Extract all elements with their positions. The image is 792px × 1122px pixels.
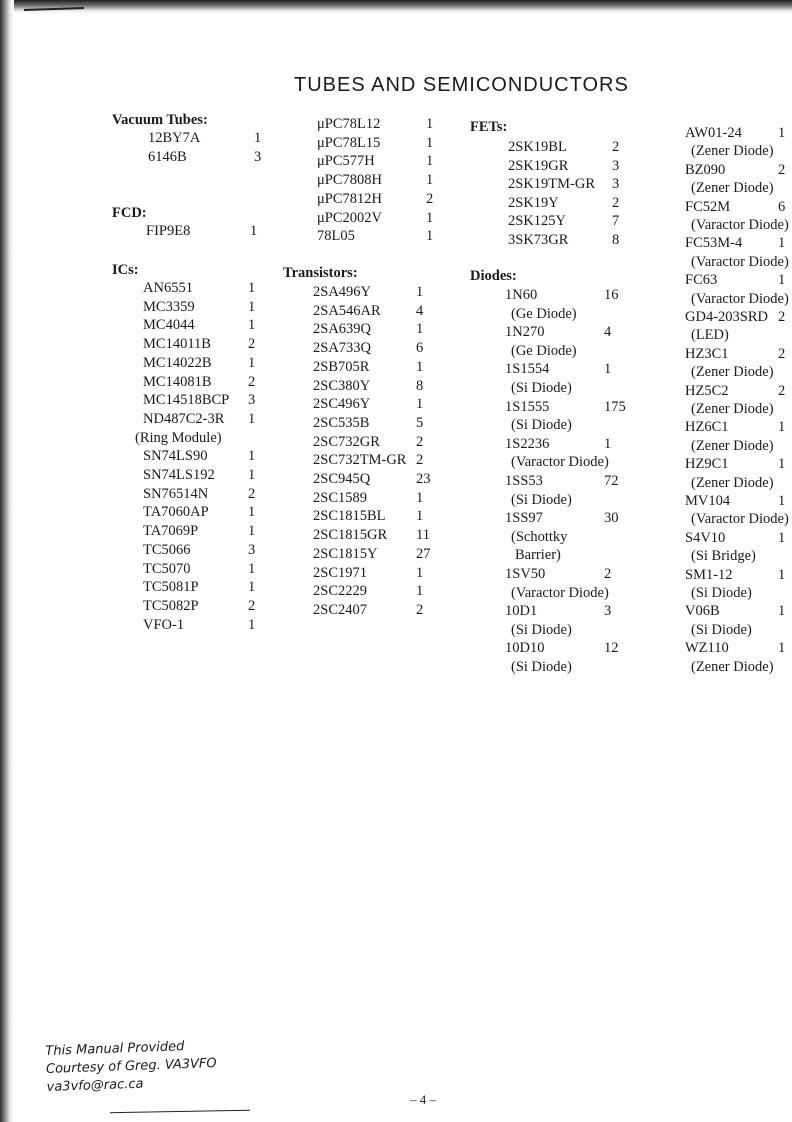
part-number: 1N60 bbox=[505, 287, 538, 303]
part-quantity: 16 bbox=[604, 287, 619, 303]
part-number: 12BY7A bbox=[148, 130, 201, 146]
part-number: FC63 bbox=[685, 272, 718, 289]
part-note: (Zener Diode) bbox=[691, 658, 774, 675]
part-number: MC4044 bbox=[143, 317, 195, 334]
part-number: AN6551 bbox=[143, 280, 193, 296]
part-note: (Varactor Diode) bbox=[691, 290, 789, 307]
part-note: Barrier) bbox=[515, 547, 561, 564]
part-number: μPC7808H bbox=[317, 172, 382, 189]
part-number: ND487C2-3R bbox=[143, 410, 225, 427]
part-number: 6146B bbox=[148, 148, 187, 165]
section-heading: Transistors: bbox=[283, 265, 358, 281]
part-quantity: 2 bbox=[248, 336, 256, 353]
part-quantity: 11 bbox=[416, 527, 430, 544]
part-quantity: 1 bbox=[248, 298, 256, 315]
courtesy-note bbox=[45, 1037, 217, 1097]
part-number: 2SC732TM-GR bbox=[313, 452, 407, 469]
part-quantity: 1 bbox=[426, 228, 434, 245]
part-number: 78L05 bbox=[317, 228, 355, 245]
courtesy-email: va3vfo@rac.ca bbox=[46, 1076, 144, 1095]
part-number: 2SK19TM-GR bbox=[508, 176, 596, 193]
part-number: 2SC1815GR bbox=[313, 527, 388, 544]
part-quantity: 1 bbox=[778, 529, 786, 546]
courtesy-line-2: Courtesy of Greg. VA3VFO bbox=[45, 1056, 217, 1077]
section-heading: FETs: bbox=[470, 119, 508, 135]
scan-edge-left bbox=[0, 0, 14, 1122]
part-quantity: 2 bbox=[778, 161, 786, 178]
part-quantity: 1 bbox=[778, 272, 786, 289]
part-number: 2SK19Y bbox=[508, 194, 559, 211]
part-number: V06B bbox=[685, 603, 720, 620]
part-quantity: 2 bbox=[612, 194, 620, 211]
section-heading: FCD: bbox=[112, 205, 147, 221]
part-number: 2SK19GR bbox=[508, 157, 569, 174]
part-quantity: 1 bbox=[248, 504, 256, 521]
part-number: MC3359 bbox=[143, 298, 195, 315]
part-number: 1S2236 bbox=[505, 435, 550, 452]
part-quantity: 1 bbox=[416, 564, 424, 581]
part-quantity: 23 bbox=[416, 471, 431, 487]
part-number: 1S1554 bbox=[505, 361, 550, 378]
part-quantity: 1 bbox=[416, 358, 424, 375]
part-number: TA7069P bbox=[143, 523, 199, 540]
part-note: (Ge Diode) bbox=[511, 305, 577, 322]
part-quantity: 1 bbox=[254, 130, 262, 146]
part-quantity: 1 bbox=[248, 616, 256, 633]
part-number: SN76514N bbox=[143, 485, 209, 502]
part-quantity: 2 bbox=[604, 566, 612, 582]
part-number: 2SC1589 bbox=[313, 489, 367, 506]
part-number: 2SC2229 bbox=[313, 583, 367, 600]
part-quantity: 8 bbox=[612, 232, 620, 248]
part-number: MC14011B bbox=[143, 336, 211, 353]
part-quantity: 5 bbox=[416, 414, 424, 431]
part-quantity: 1 bbox=[248, 560, 256, 577]
part-quantity: 3 bbox=[254, 148, 262, 165]
part-quantity: 1 bbox=[416, 321, 424, 338]
part-number: TA7060AP bbox=[143, 504, 209, 521]
part-quantity: 1 bbox=[248, 523, 256, 540]
part-number: S4V10 bbox=[685, 529, 726, 546]
part-number: 2SC1971 bbox=[313, 564, 367, 581]
courtesy-line-1: This Manual Provided bbox=[45, 1039, 185, 1059]
part-quantity: 3 bbox=[612, 157, 620, 174]
part-note: (Zener Diode) bbox=[691, 364, 774, 381]
part-quantity: 2 bbox=[416, 601, 424, 618]
part-number: μPC577H bbox=[317, 153, 375, 170]
part-number: 1S1555 bbox=[505, 398, 550, 415]
part-number: 2SA639Q bbox=[313, 321, 372, 338]
part-number: TC5081P bbox=[143, 579, 199, 596]
page-title: TUBES AND SEMICONDUCTORS bbox=[294, 74, 629, 96]
part-number: FIP9E8 bbox=[146, 223, 191, 239]
part-quantity: 3 bbox=[248, 541, 256, 558]
part-quantity: 1 bbox=[248, 280, 256, 296]
part-note: (Si Diode) bbox=[511, 491, 572, 508]
part-note: (LED) bbox=[691, 327, 729, 344]
part-number: 2SC380Y bbox=[313, 377, 371, 394]
part-number: 10D1 bbox=[505, 603, 538, 620]
part-number: 1SS53 bbox=[505, 473, 543, 489]
part-quantity: 3 bbox=[612, 176, 620, 193]
part-note: (Si Diode) bbox=[511, 621, 572, 638]
part-note: (Zener Diode) bbox=[691, 180, 774, 197]
part-note: (Ge Diode) bbox=[511, 342, 577, 359]
part-note: (Ring Module) bbox=[135, 429, 222, 446]
part-note: (Si Diode) bbox=[691, 621, 752, 638]
part-quantity: 6 bbox=[416, 340, 424, 357]
part-quantity: 6 bbox=[778, 198, 786, 215]
part-number: BZ090 bbox=[685, 161, 726, 178]
part-note: (Varactor Diode) bbox=[691, 511, 789, 528]
part-quantity: 1 bbox=[426, 134, 434, 151]
part-quantity: 1 bbox=[426, 209, 434, 226]
part-note: (Si Diode) bbox=[691, 585, 752, 601]
part-quantity: 30 bbox=[604, 510, 619, 527]
part-quantity: 1 bbox=[778, 456, 786, 473]
part-quantity: 1 bbox=[416, 396, 424, 413]
part-quantity: 1 bbox=[604, 361, 612, 378]
part-note: (Si Diode) bbox=[511, 417, 572, 434]
part-number: MC14022B bbox=[143, 354, 212, 371]
part-quantity: 1 bbox=[248, 354, 256, 371]
part-number: 10D10 bbox=[505, 640, 545, 657]
part-number: HZ9C1 bbox=[685, 456, 729, 473]
part-number: GD4-203SRD bbox=[685, 309, 768, 325]
part-quantity: 1 bbox=[778, 566, 786, 583]
part-quantity: 27 bbox=[416, 545, 431, 562]
part-note: (Zener Diode) bbox=[691, 401, 774, 417]
part-number: MC14081B bbox=[143, 373, 212, 390]
part-number: 2SA733Q bbox=[313, 340, 372, 357]
part-quantity: 1 bbox=[248, 448, 256, 465]
part-quantity: 4 bbox=[416, 302, 424, 319]
part-quantity: 175 bbox=[604, 398, 626, 415]
footer-rule bbox=[110, 1110, 250, 1113]
part-number: 2SC2407 bbox=[313, 601, 367, 618]
part-number: 2SK125Y bbox=[508, 213, 567, 230]
part-number: μPC78L15 bbox=[317, 134, 381, 151]
part-quantity: 1 bbox=[778, 603, 786, 620]
scan-corner-mark bbox=[24, 7, 84, 17]
part-quantity: 1 bbox=[248, 467, 256, 483]
part-quantity: 1 bbox=[604, 435, 612, 452]
part-quantity: 1 bbox=[248, 317, 256, 334]
part-quantity: 1 bbox=[416, 508, 424, 525]
part-number: SN74LS90 bbox=[143, 448, 208, 465]
part-number: 2SA546AR bbox=[313, 302, 381, 319]
part-number: SM1-12 bbox=[685, 566, 733, 583]
part-number: 1N270 bbox=[505, 324, 545, 341]
part-number: VFO-1 bbox=[143, 616, 185, 633]
part-number: 2SC1815Y bbox=[313, 545, 378, 562]
part-note: (Varactor Diode) bbox=[691, 217, 789, 233]
part-quantity: 2 bbox=[778, 309, 786, 325]
part-quantity: 2 bbox=[416, 452, 424, 469]
part-number: AW01-24 bbox=[685, 125, 742, 141]
part-quantity: 1 bbox=[778, 125, 786, 141]
part-note: (Zener Diode) bbox=[691, 143, 774, 160]
part-quantity: 1 bbox=[248, 410, 256, 427]
part-number: HZ3C1 bbox=[685, 345, 729, 362]
part-number: FC52M bbox=[685, 198, 731, 215]
part-number: MV104 bbox=[685, 493, 731, 509]
part-quantity: 1 bbox=[426, 153, 434, 170]
part-number: 2SA496Y bbox=[313, 284, 372, 300]
part-number: MC14518BCP bbox=[143, 392, 230, 409]
page-number: – 4 – bbox=[410, 1092, 436, 1107]
part-quantity: 2 bbox=[778, 382, 786, 399]
section-heading: Vacuum Tubes: bbox=[112, 112, 208, 128]
part-quantity: 1 bbox=[416, 583, 424, 600]
part-note: (Si Diode) bbox=[511, 380, 572, 396]
part-number: μPC78L12 bbox=[317, 116, 381, 132]
part-quantity: 2 bbox=[248, 597, 256, 614]
part-quantity: 2 bbox=[248, 373, 256, 390]
part-number: 2SB705R bbox=[313, 358, 370, 375]
part-note: (Varactor Diode) bbox=[511, 454, 609, 471]
part-number: 1SS97 bbox=[505, 510, 543, 527]
part-quantity: 1 bbox=[248, 579, 256, 596]
part-number: 2SC496Y bbox=[313, 396, 371, 413]
part-quantity: 2 bbox=[248, 485, 256, 502]
scan-edge-top bbox=[0, 0, 792, 14]
part-number: HZ5C2 bbox=[685, 382, 729, 399]
part-quantity: 1 bbox=[426, 116, 434, 132]
part-note: (Schottky bbox=[511, 528, 568, 545]
part-quantity: 8 bbox=[416, 377, 424, 394]
part-number: μPC2002V bbox=[317, 209, 382, 226]
part-quantity: 2 bbox=[426, 190, 434, 207]
part-quantity: 1 bbox=[426, 172, 434, 189]
section-heading: ICs: bbox=[112, 262, 139, 278]
part-quantity: 7 bbox=[612, 213, 620, 230]
part-number: 2SC732GR bbox=[313, 433, 380, 450]
part-number: TC5070 bbox=[143, 560, 191, 577]
part-quantity: 2 bbox=[778, 345, 786, 362]
part-note: (Zener Diode) bbox=[691, 474, 774, 491]
part-note: (Varactor Diode) bbox=[511, 584, 609, 601]
part-number: 2SC535B bbox=[313, 414, 370, 431]
part-number: 2SC1815BL bbox=[313, 508, 386, 525]
part-number: SN74LS192 bbox=[143, 467, 215, 483]
part-number: FC53M-4 bbox=[685, 235, 743, 252]
part-quantity: 1 bbox=[778, 419, 786, 436]
part-quantity: 4 bbox=[604, 324, 612, 341]
part-quantity: 1 bbox=[416, 489, 424, 506]
part-number: TC5082P bbox=[143, 597, 199, 614]
part-quantity: 1 bbox=[250, 223, 258, 239]
part-quantity: 1 bbox=[778, 235, 786, 252]
part-note: (Si Bridge) bbox=[691, 548, 756, 565]
part-number: μPC7812H bbox=[317, 190, 382, 207]
part-number: HZ6C1 bbox=[685, 419, 729, 436]
part-number: 1SV50 bbox=[505, 566, 546, 582]
part-number: WZ110 bbox=[685, 640, 729, 657]
part-quantity: 3 bbox=[604, 603, 612, 620]
part-quantity: 12 bbox=[604, 640, 619, 657]
part-number: 2SK19BL bbox=[508, 139, 567, 155]
part-quantity: 2 bbox=[612, 139, 620, 155]
part-quantity: 1 bbox=[778, 493, 786, 509]
part-note: (Zener Diode) bbox=[691, 437, 774, 454]
part-quantity: 72 bbox=[604, 473, 619, 489]
part-note: (Varactor Diode) bbox=[691, 253, 789, 270]
part-number: 3SK73GR bbox=[508, 232, 569, 248]
section-heading: Diodes: bbox=[470, 268, 517, 284]
part-note: (Si Diode) bbox=[511, 659, 572, 675]
part-number: 2SC945Q bbox=[313, 471, 371, 487]
part-quantity: 1 bbox=[416, 284, 424, 300]
part-number: TC5066 bbox=[143, 541, 191, 558]
part-quantity: 3 bbox=[248, 392, 256, 409]
part-quantity: 1 bbox=[778, 640, 786, 657]
part-quantity: 2 bbox=[416, 433, 424, 450]
